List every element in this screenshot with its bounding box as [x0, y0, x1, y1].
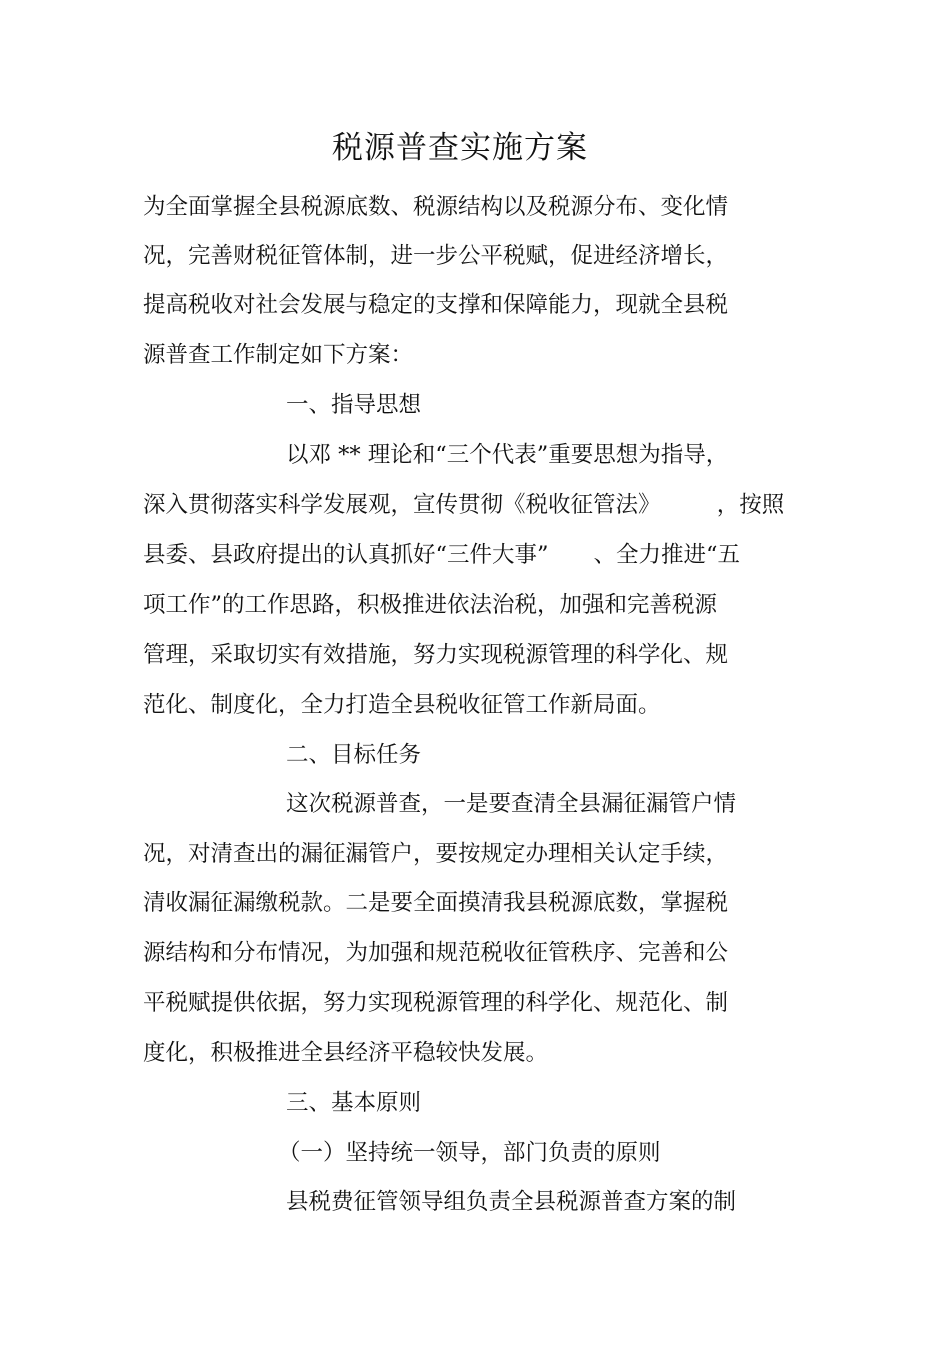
paragraph-line: 管理，采取切实有效措施，努力实现税源管理的科学化、规 [143, 642, 729, 668]
paragraph-line: 范化、制度化，全力打造全县税收征管工作新局面。 [143, 692, 661, 718]
paragraph-line: 深入贯彻落实科学发展观，宣传贯彻《税收征管法》 ，按照 [143, 492, 785, 518]
paragraph-line: 提高税收对社会发展与稳定的支撑和保障能力，现就全县税 [143, 292, 729, 318]
paragraph-line: 县税费征管领导组负责全县税源普查方案的制 [286, 1189, 737, 1215]
paragraph-line: 项工作”的工作思路，积极推进依法治税，加强和完善税源 [143, 592, 718, 618]
subsection-heading: （一）坚持统一领导，部门负责的原则 [278, 1140, 661, 1166]
paragraph-line: 县委、县政府提出的认真抓好“三件大事” 、全力推进“五 [143, 542, 741, 568]
paragraph-line: 况，完善财税征管体制，进一步公平税赋，促进经济增长， [143, 243, 729, 269]
section-heading: 三、基本原则 [286, 1090, 422, 1116]
paragraph-line: 这次税源普查，一是要查清全县漏征漏管户情 [286, 791, 737, 817]
paragraph-line: 以邓 ** 理论和“三个代表”重要思想为指导， [286, 442, 729, 468]
document-title: 税源普查实施方案 [332, 130, 588, 166]
paragraph-line: 源普查工作制定如下方案： [143, 342, 414, 368]
section-heading: 一、指导思想 [286, 392, 422, 418]
paragraph-line: 清收漏征漏缴税款。二是要全面摸清我县税源底数，掌握税 [143, 890, 729, 916]
paragraph-line: 为全面掌握全县税源底数、税源结构以及税源分布、变化情 [143, 194, 729, 220]
paragraph-line: 度化，积极推进全县经济平稳较快发展。 [143, 1040, 549, 1066]
paragraph-line: 况，对清查出的漏征漏管户，要按规定办理相关认定手续， [143, 841, 729, 867]
paragraph-line: 源结构和分布情况，为加强和规范税收征管秩序、完善和公 [143, 940, 729, 966]
section-heading: 二、目标任务 [286, 742, 422, 768]
paragraph-line: 平税赋提供依据，努力实现税源管理的科学化、规范化、制 [143, 990, 729, 1016]
